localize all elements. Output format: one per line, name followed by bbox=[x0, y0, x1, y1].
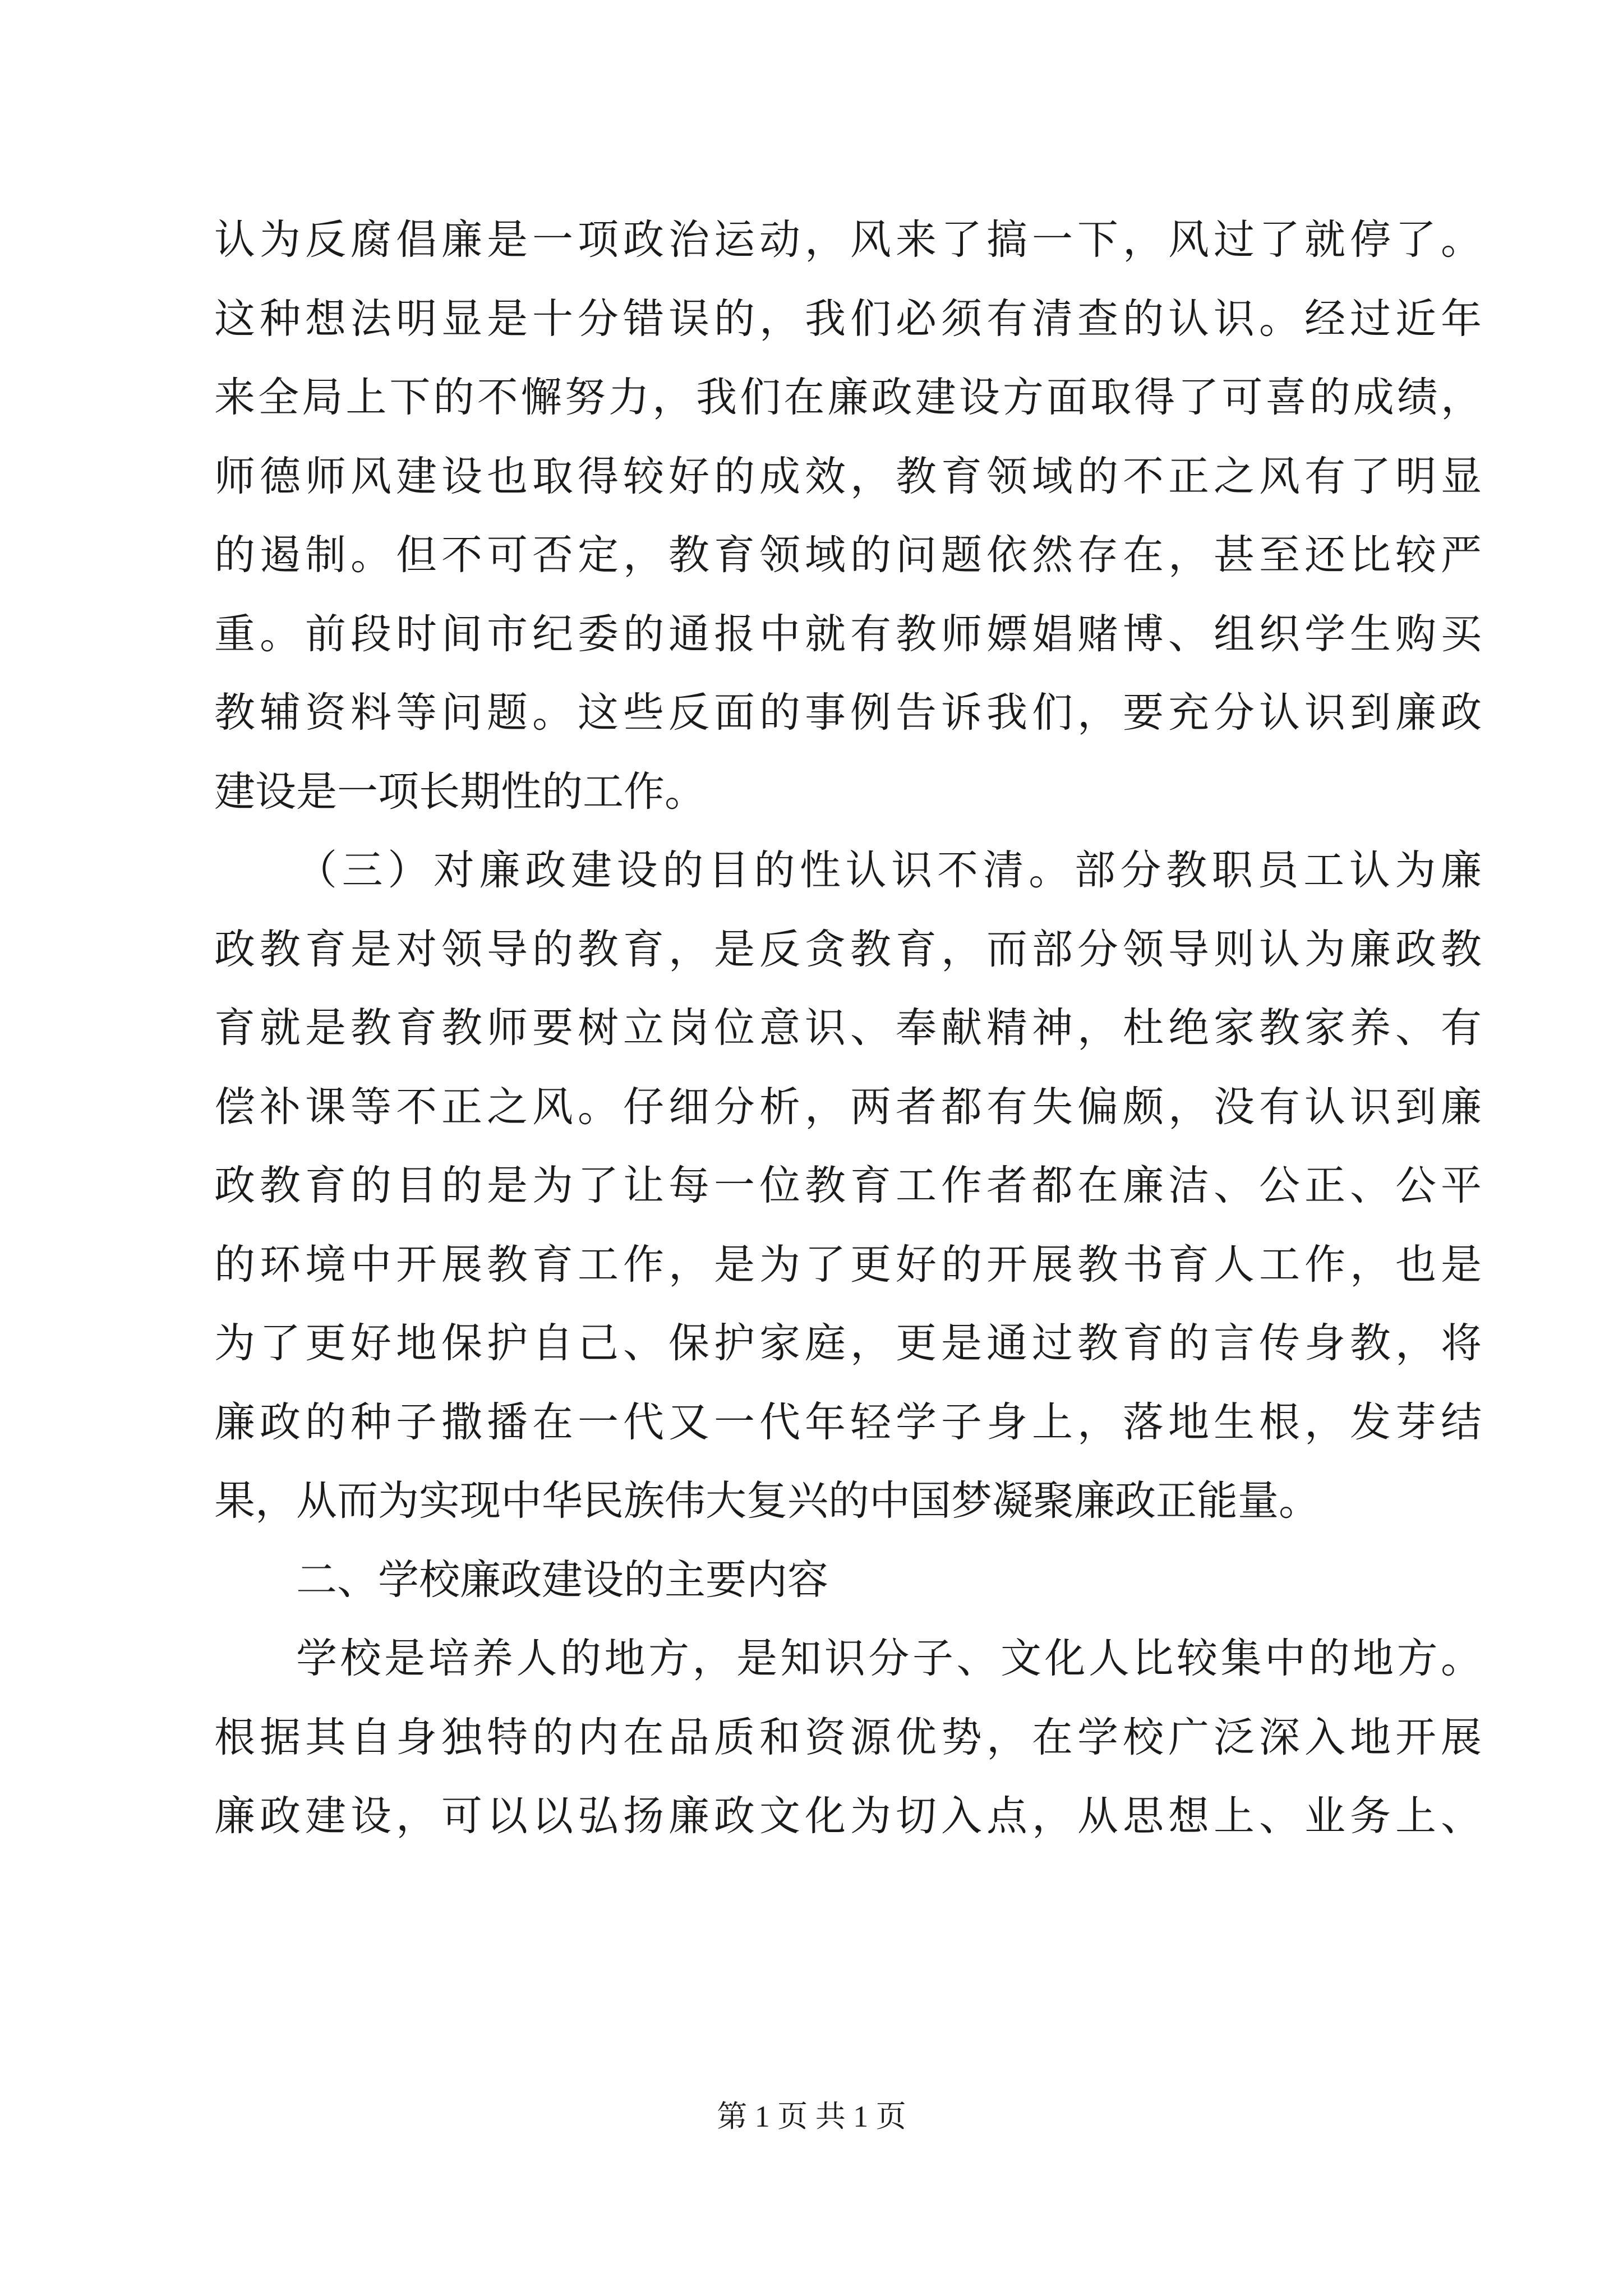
text-line: （三）对廉政建设的目的性认识不清。部分教职员工认为廉 bbox=[296, 846, 1482, 894]
text-line: 果，从而为实现中华民族伟大复兴的中国梦凝聚廉政正能量。 bbox=[214, 1477, 1320, 1525]
text-line: 学校是培养人的地方，是知识分子、文化人比较集中的地方。 bbox=[296, 1635, 1482, 1682]
text-line: 师德师风建设也取得较好的成效，教育领域的不正之风有了明显 bbox=[214, 453, 1482, 500]
text-line: 政教育的目的是为了让每一位教育工作者都在廉洁、公正、公平 bbox=[214, 1162, 1482, 1209]
text-line: 为了更好地保护自己、保护家庭，更是通过教育的言传身教，将 bbox=[214, 1319, 1482, 1367]
text-line: 偿补课等不正之风。仔细分析，两者都有失偏颇，没有认识到廉 bbox=[214, 1083, 1482, 1131]
text-line: 二、学校廉政建设的主要内容 bbox=[296, 1556, 828, 1604]
text-line: 重。前段时间市纪委的通报中就有教师嫖娼赌博、组织学生购买 bbox=[214, 610, 1482, 658]
text-line: 认为反腐倡廉是一项政治运动，风来了搞一下，风过了就停了。 bbox=[214, 216, 1482, 264]
text-line: 根据其自身独特的内在品质和资源优势，在学校广泛深入地开展 bbox=[214, 1714, 1482, 1761]
text-line: 的环境中开展教育工作，是为了更好的开展教书育人工作，也是 bbox=[214, 1241, 1482, 1289]
text-line: 这种想法明显是十分错误的，我们必须有清查的认识。经过近年 bbox=[214, 295, 1482, 343]
text-line: 廉政的种子撒播在一代又一代年轻学子身上，落地生根，发芽结 bbox=[214, 1398, 1482, 1446]
text-line: 教辅资料等问题。这些反面的事例告诉我们，要充分认识到廉政 bbox=[214, 689, 1482, 737]
text-line: 政教育是对领导的教育，是反贪教育，而部分领导则认为廉政教 bbox=[214, 926, 1482, 973]
text-line: 来全局上下的不懈努力，我们在廉政建设方面取得了可喜的成绩， bbox=[214, 374, 1482, 421]
page-footer: 第 1 页 共 1 页 bbox=[717, 2100, 906, 2133]
text-line: 育就是教育教师要树立岗位意识、奉献精神，杜绝家教家养、有 bbox=[214, 1004, 1482, 1052]
text-line: 廉政建设，可以以弘扬廉政文化为切入点，从思想上、业务上、 bbox=[214, 1792, 1482, 1840]
text-line: 建设是一项长期性的工作。 bbox=[214, 768, 706, 816]
text-line: 的遏制。但不可否定，教育领域的问题依然存在，甚至还比较严 bbox=[214, 531, 1482, 579]
